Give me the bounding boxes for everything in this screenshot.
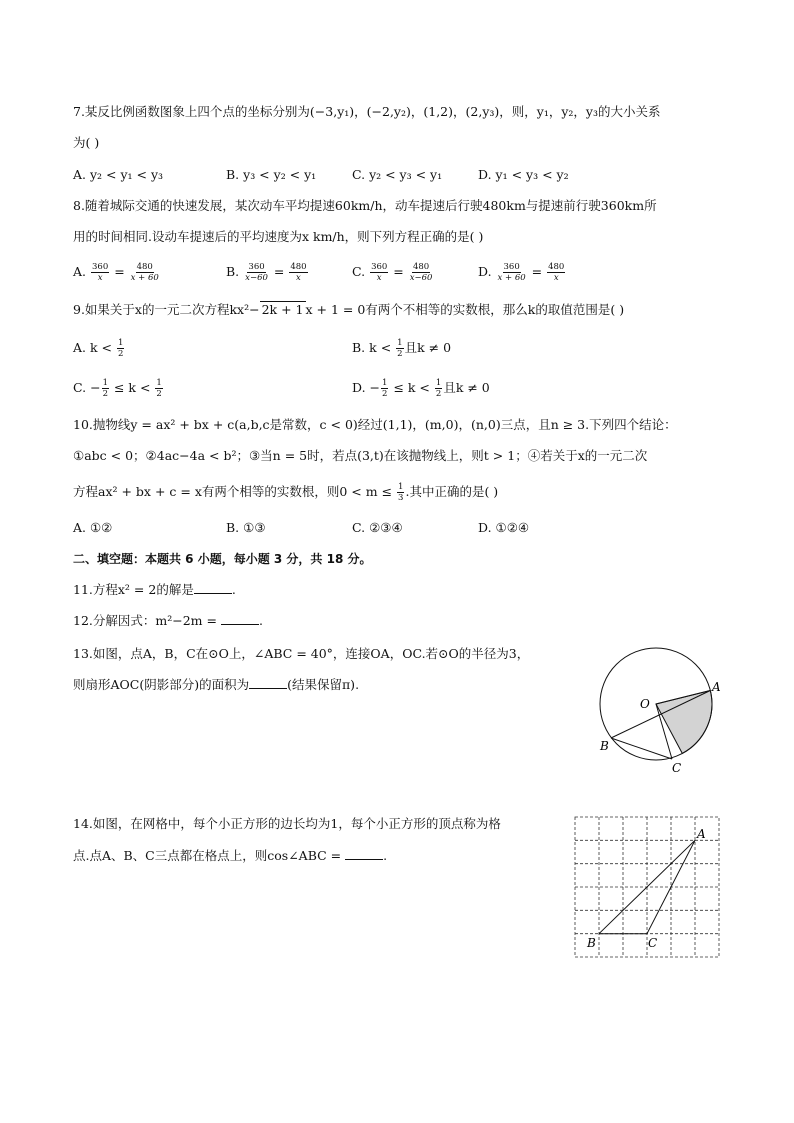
q11-answer-blank[interactable]: [194, 581, 232, 594]
label-c: C: [672, 761, 682, 775]
q9-stem: 9.如果关于x的一元二次方程kx²− 2k + 1 x + 1 = 0有两个不相等的实数根，那么k的取值范围是( ): [73, 302, 625, 317]
label-a: A: [697, 827, 706, 841]
q8-option-a: A. $\frac{360}{x}$ = $\frac{480}{x + 60}$: [73, 262, 159, 283]
q7-stem-line1: 7.某反比例函数图象上四个点的坐标分别为(−3,y₁)，(−2,y₂)，(1,2)，(2,y₃)，则，y₁，y₂，y₃的大小关系: [73, 104, 661, 119]
q8-option-b: B. $\frac{360}{x-60}$ = $\frac{480}{x}$: [226, 262, 307, 283]
q12-answer-blank[interactable]: [221, 612, 259, 625]
q7-option-d: D. y₁ < y₃ < y₂: [478, 167, 569, 182]
q7-option-b: B. y₃ < y₂ < y₁: [226, 167, 317, 182]
q8-stem-line1: 8.随着城际交通的快速发展，某次动车平均提速60km/h，动车提速后行驶480km与提速前行驶360km所: [73, 198, 657, 213]
q11-stem: 11.方程x² = 2的解是 .: [73, 582, 236, 597]
q13-answer-blank[interactable]: [249, 676, 287, 689]
q13-stem-line1: 13.如图，点A，B，C在⊙O上，∠ABC = 40°，连接OA，OC.若⊙O的半径为3，: [73, 646, 530, 661]
q8-stem-line2: 用的时间相同.设动车提速后的平均速度为x km/h，则下列方程正确的是( ): [73, 229, 484, 244]
q9-option-b: B. k < $\frac{1}{2}$ 且k ≠ 0: [352, 338, 452, 359]
label-b: B: [587, 936, 596, 950]
q9-option-d: D. − $\frac{1}{2}$ ≤ k < $\frac{1}{2}$ 且k ≠ 0: [352, 378, 490, 399]
q10-option-a: A. ①②: [73, 520, 113, 535]
q8-option-d: D. $\frac{360}{x + 60}$ = $\frac{480}{x}$: [478, 262, 565, 283]
q8-option-c: C. $\frac{360}{x}$ = $\frac{480}{x-60}$: [352, 262, 433, 283]
q10-option-c: C. ②③④: [352, 520, 403, 535]
q12-stem: 12.分解因式：m²−2m = .: [73, 613, 263, 628]
q13-stem-line2: 则扇形AOC(阴影部分)的面积为 (结果保留π).: [73, 677, 360, 692]
label-c: C: [648, 936, 658, 950]
label-o: O: [640, 697, 650, 711]
q9-option-c: C. − $\frac{1}{2}$ ≤ k < $\frac{1}{2}$: [73, 378, 162, 399]
section-heading: 二、填空题：本题共 6 小题，每小题 3 分，共 18 分。: [73, 552, 372, 566]
q9-option-a: A. k < $\frac{1}{2}$: [73, 338, 124, 359]
q10-stem-line2: ①abc < 0；②4ac−4a < b²；③当n = 5时，若点(3,t)在该抛物线上，则t > 1；④若关于x的一元二次: [73, 448, 648, 463]
segment-bc: [611, 738, 672, 759]
q10-stem-line1: 10.抛物线y = ax² + bx + c(a,b,c是常数，c < 0)经过(1,1)，(m,0)，(n,0)三点，且n ≥ 3.下列四个结论：: [73, 417, 677, 432]
label-a: A: [712, 680, 721, 694]
q14-stem-line1: 14.如图，在网格中，每个小正方形的边长均为1，每个小正方形的顶点称为格: [73, 816, 501, 831]
q7-option-a: A. y₂ < y₁ < y₃: [73, 167, 164, 182]
q14-stem-line2: 点.点A、B、C三点都在格点上，则cos∠ABC = .: [73, 848, 388, 863]
q13-circle-figure: [590, 640, 730, 780]
shaded-sector-aoc: [656, 691, 712, 754]
q10-option-b: B. ①③: [226, 520, 266, 535]
q7-stem-line2: 为( ): [73, 135, 100, 150]
q14-grid-figure: [570, 812, 725, 964]
q10-option-d: D. ①②④: [478, 520, 530, 535]
q7-option-c: C. y₂ < y₃ < y₁: [352, 167, 443, 182]
q14-answer-blank[interactable]: [345, 847, 383, 860]
q10-stem-line3: 方程ax² + bx + c = x有两个相等的实数根，则0 < m ≤ $\frac{1}{3}$ .其中正确的是( ): [73, 482, 499, 503]
label-b: B: [600, 739, 609, 753]
